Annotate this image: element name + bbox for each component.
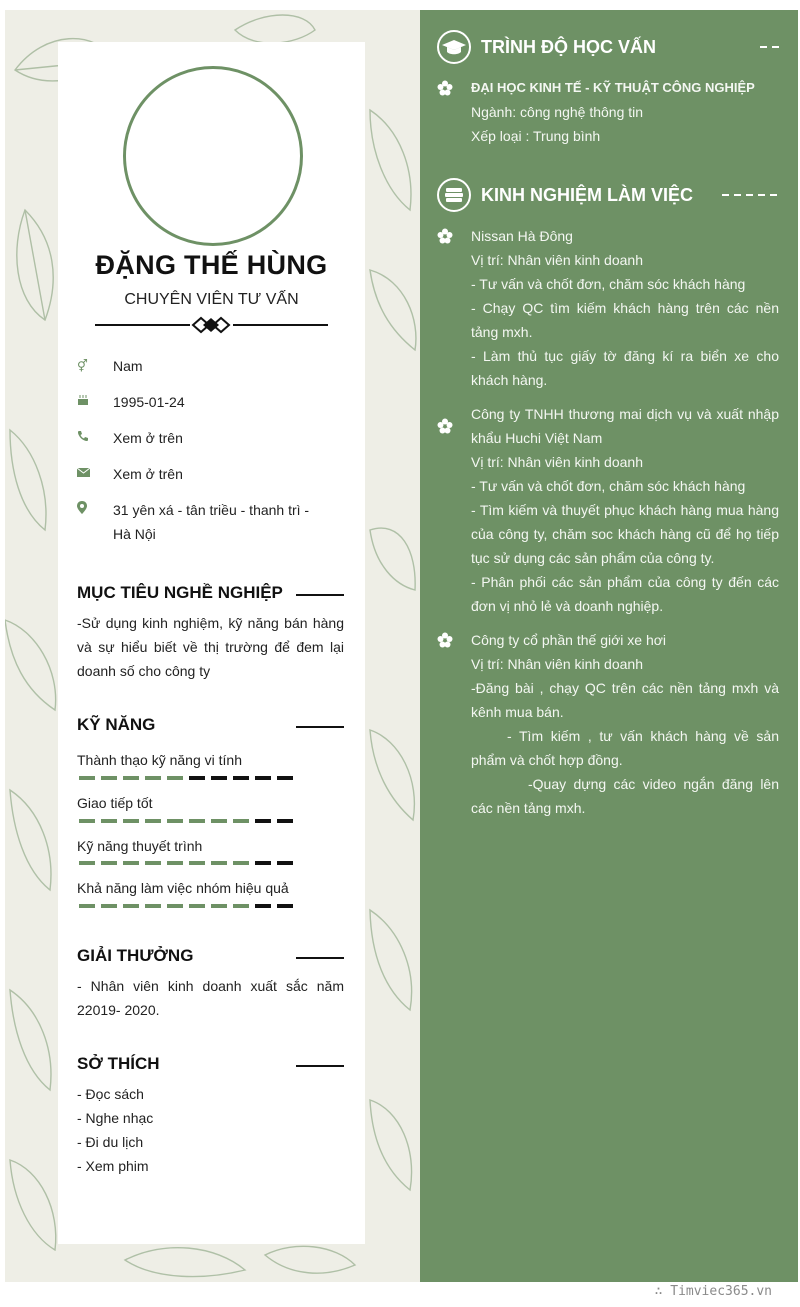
skill-dash — [277, 819, 293, 823]
phone-icon — [77, 426, 89, 440]
hobbies-heading — [77, 1054, 344, 1078]
skill-level-bar — [79, 776, 299, 780]
skill-name: Kỹ năng thuyết trình — [77, 838, 203, 854]
skill-dash — [79, 819, 95, 823]
skills-heading — [77, 715, 344, 739]
skill-level-bar — [79, 819, 299, 823]
flower-bullet-icon — [437, 632, 453, 648]
education-heading-text: TRÌNH ĐỘ HỌC VẤN — [481, 37, 656, 57]
birthday-value: 1995-01-24 — [113, 394, 185, 410]
skill-dash — [189, 861, 205, 865]
watermark-text: Timviec365.vn — [670, 1284, 772, 1299]
skill-dash — [123, 904, 139, 908]
skill-dash — [145, 819, 161, 823]
flower-bullet-icon — [437, 80, 453, 96]
skill-dash — [167, 776, 183, 780]
heading-dash — [760, 46, 780, 48]
skill-name: Thành thạo kỹ năng vi tính — [77, 752, 242, 768]
skill-dash — [123, 819, 139, 823]
skill-dash — [101, 819, 117, 823]
hobbies-heading-text: SỞ THÍCH — [77, 1054, 160, 1073]
gender-icon: ⚥ — [77, 359, 88, 373]
skill-dash — [167, 904, 183, 908]
job-company: Công ty TNHH thương mai dịch vụ và xuất nhập khẩu Huchi Việt Nam — [471, 406, 779, 446]
job-detail: - Tư vấn và chốt đơn, chăm sóc khách hàng — [471, 276, 746, 292]
job-detail: - Tìm kiếm và thuyết phục khách hàng mua hàng của công ty, chăm soc khách hàng cũ để họ tiếp tục sử dụng các sản phẩm của công ty. — [471, 502, 779, 566]
name-divider — [95, 316, 328, 336]
watermark-brand — [655, 1284, 772, 1299]
objective-heading-text: MỤC TIÊU NGHỀ NGHIỆP — [77, 583, 283, 602]
hobby-item: - Đọc sách — [77, 1086, 144, 1102]
skill-dash — [211, 776, 227, 780]
skill-dash — [101, 861, 117, 865]
objective-text: -Sử dụng kinh nghiệm, kỹ năng bán hàng và sự hiểu biết về thị trường để đem lại doanh số cho công ty — [77, 615, 344, 679]
skill-dash — [277, 904, 293, 908]
job-position: Vị trí: Nhân viên kinh doanh — [471, 656, 643, 672]
heading-rule — [296, 726, 344, 728]
skill-dash — [277, 861, 293, 865]
address-value: 31 yên xá - tân triều - thanh trì - Hà Nội — [113, 502, 310, 542]
skill-dash — [233, 776, 249, 780]
skill-dash — [255, 861, 271, 865]
hobby-item: - Đi du lịch — [77, 1134, 144, 1150]
heading-rule — [296, 594, 344, 596]
education-grade: Xếp loại : Trung bình — [471, 128, 601, 144]
skill-dash — [123, 861, 139, 865]
education-heading — [437, 30, 780, 66]
skill-dash — [123, 776, 139, 780]
heading-dash — [722, 194, 780, 196]
skill-name: Giao tiếp tốt — [77, 795, 153, 811]
gender-value: Nam — [113, 358, 143, 374]
skill-dash — [255, 819, 271, 823]
job-detail: -Quay dựng các video ngắn đăng lên các nền tảng mxh. — [471, 776, 779, 816]
heading-rule — [296, 957, 344, 959]
avatar-photo-frame — [123, 66, 303, 246]
skill-dash — [145, 861, 161, 865]
watermark-dots-icon: ∴ — [654, 1284, 671, 1299]
email-icon — [77, 462, 89, 476]
skill-dash — [101, 776, 117, 780]
candidate-title: CHUYÊN VIÊN TƯ VẤN — [124, 291, 299, 308]
skill-name: Khả năng làm việc nhóm hiệu quả — [77, 880, 289, 896]
job-detail: - Làm thủ tục giấy tờ đăng kí ra biển xe cho khách hàng. — [471, 348, 779, 388]
location-pin-icon — [77, 498, 89, 512]
education-major: Ngành: công nghệ thông tin — [471, 104, 644, 120]
job-detail: - Chạy QC tìm kiếm khách hàng trên các nền tảng mxh. — [471, 300, 779, 340]
phone-value: Xem ở trên — [113, 430, 183, 446]
skill-dash — [79, 904, 95, 908]
birthday-cake-icon — [77, 390, 89, 404]
skill-dash — [255, 776, 271, 780]
skill-level-bar — [79, 904, 299, 908]
skill-dash — [211, 819, 227, 823]
skill-dash — [167, 861, 183, 865]
books-icon — [437, 178, 471, 212]
skill-dash — [233, 904, 249, 908]
job-detail: - Tư vấn và chốt đơn, chăm sóc khách hàng — [471, 478, 746, 494]
skill-dash — [211, 904, 227, 908]
skill-dash — [79, 861, 95, 865]
awards-text: - Nhân viên kinh doanh xuất sắc năm 22019- 2020. — [77, 978, 344, 1018]
skill-dash — [277, 776, 293, 780]
skill-dash — [189, 819, 205, 823]
hobby-item: - Nghe nhạc — [77, 1110, 154, 1126]
skill-dash — [101, 904, 117, 908]
job-detail: -Đăng bài , chạy QC trên các nền tảng mxh và kênh mua bán. — [471, 680, 779, 720]
job-detail: - Tìm kiếm , tư vấn khách hàng về sản phẩm và chốt hợp đồng. — [471, 728, 779, 768]
flower-bullet-icon — [437, 418, 453, 434]
skill-dash — [211, 861, 227, 865]
awards-heading — [77, 946, 344, 970]
job-company: Nissan Hà Đông — [471, 228, 573, 244]
experience-heading — [437, 178, 780, 214]
skill-dash — [79, 776, 95, 780]
skill-dash — [255, 904, 271, 908]
skill-dash — [145, 776, 161, 780]
email-value: Xem ở trên — [113, 466, 183, 482]
skill-dash — [189, 776, 205, 780]
job-position: Vị trí: Nhân viên kinh doanh — [471, 454, 643, 470]
skill-dash — [233, 861, 249, 865]
skills-heading-text: KỸ NĂNG — [77, 715, 156, 734]
skill-dash — [189, 904, 205, 908]
skill-dash — [233, 819, 249, 823]
job-company: Công ty cổ phần thế giới xe hơi — [471, 632, 667, 648]
hobby-item: - Xem phim — [77, 1158, 149, 1174]
education-school: ĐẠI HỌC KINH TẾ - KỸ THUẬT CÔNG NGHIỆP — [471, 80, 755, 95]
objective-heading — [77, 583, 344, 607]
skill-dash — [145, 904, 161, 908]
experience-heading-text: KINH NGHIỆM LÀM VIỆC — [481, 185, 694, 205]
job-position: Vị trí: Nhân viên kinh doanh — [471, 252, 643, 268]
graduation-cap-icon — [437, 30, 471, 64]
candidate-name: ĐẶNG THẾ HÙNG — [95, 250, 328, 280]
flower-bullet-icon — [437, 228, 453, 244]
skill-level-bar — [79, 861, 299, 865]
job-detail: - Phân phối các sản phẩm của công ty đến các đơn vị nhỏ lẻ và doanh nghiệp. — [471, 574, 779, 614]
heading-rule — [296, 1065, 344, 1067]
skill-dash — [167, 819, 183, 823]
awards-heading-text: GIẢI THƯỞNG — [77, 946, 194, 965]
